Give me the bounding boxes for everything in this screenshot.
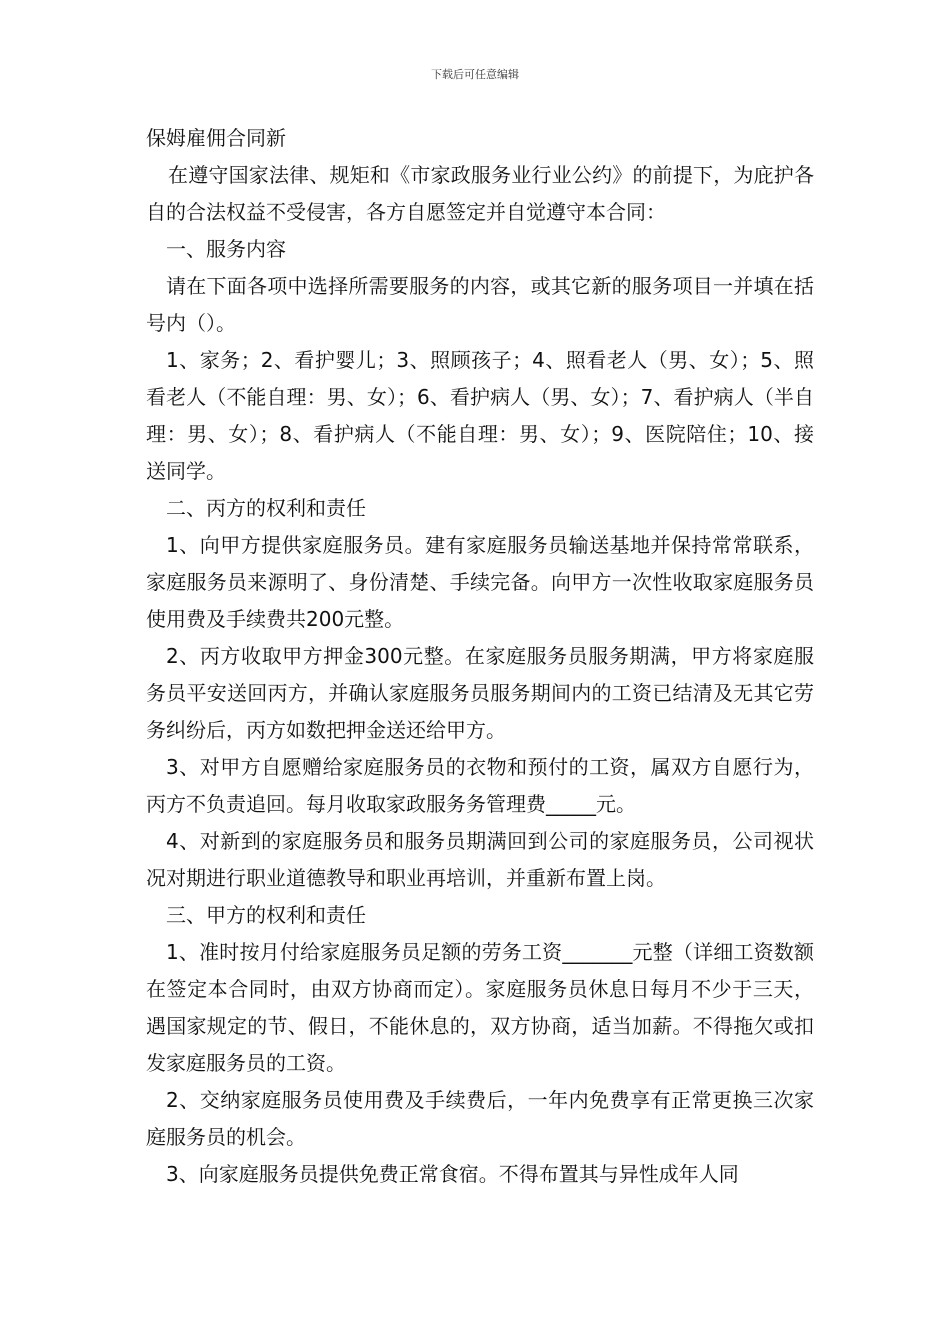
document-body xyxy=(146,120,814,1193)
intro-paragraph: 在遵守国家法律、规矩和《市家政服务业行业公约》的前提下，为庇护各自的合法权益不受侵害，各方自愿签定并自觉遵守本合同： xyxy=(146,163,814,224)
document-title: 保姆雇佣合同新 xyxy=(146,126,286,150)
header-note: 下载后可任意编辑 xyxy=(431,68,519,81)
section2-item-3: 3、对甲方自愿赠给家庭服务员的衣物和预付的工资，属双方自愿行为，丙方不负责追回。每月收取家政服务务管理费_____元。 xyxy=(146,755,814,816)
section3-item-1: 1、准时按月付给家庭服务员足额的劳务工资_______元整（详细工资数额在签定本合同时，由双方协商而定）。家庭服务员休息日每月不少于三天，遇国家规定的节、假日，不能休息的，双方协商，适当加薪。不得拖欠或扣发家庭服务员的工资。 xyxy=(146,940,814,1075)
section1-options: 1、家务；2、看护婴儿；3、照顾孩子；4、照看老人（男、女）；5、照看老人（不能自理：男、女）；6、看护病人（男、女）；7、看护病人（半自理：男、女）；8、看护病人（不能自理：男、女）；9、医院陪住；10、接送同学。 xyxy=(146,348,814,483)
section2-item-1: 1、向甲方提供家庭服务员。建有家庭服务员输送基地并保持常常联系，家庭服务员来源明了、身份清楚、手续完备。向甲方一次性收取家庭服务员使用费及手续费共200元整。 xyxy=(146,533,814,631)
section1-heading: 一、服务内容 xyxy=(166,237,286,261)
section3-item-2: 2、交纳家庭服务员使用费及手续费后，一年内免费享有正常更换三次家庭服务员的机会。 xyxy=(146,1088,814,1149)
section1-instruction: 请在下面各项中选择所需要服务的内容，或其它新的服务项目一并填在括号内（）。 xyxy=(146,274,814,335)
section2-item-4: 4、对新到的家庭服务员和服务员期满回到公司的家庭服务员，公司视状况对期进行职业道德教导和职业再培训，并重新布置上岗。 xyxy=(146,829,814,890)
section2-heading: 二、丙方的权利和责任 xyxy=(166,496,366,520)
section3-item-3: 3、向家庭服务员提供免费正常食宿。不得布置其与异性成年人同 xyxy=(166,1162,739,1186)
section3-heading: 三、甲方的权利和责任 xyxy=(166,903,366,927)
section2-item-2: 2、丙方收取甲方押金300元整。在家庭服务员服务期满，甲方将家庭服务员平安送回丙方，并确认家庭服务员服务期间内的工资已结清及无其它劳务纠纷后，丙方如数把押金送还给甲方。 xyxy=(146,644,814,742)
